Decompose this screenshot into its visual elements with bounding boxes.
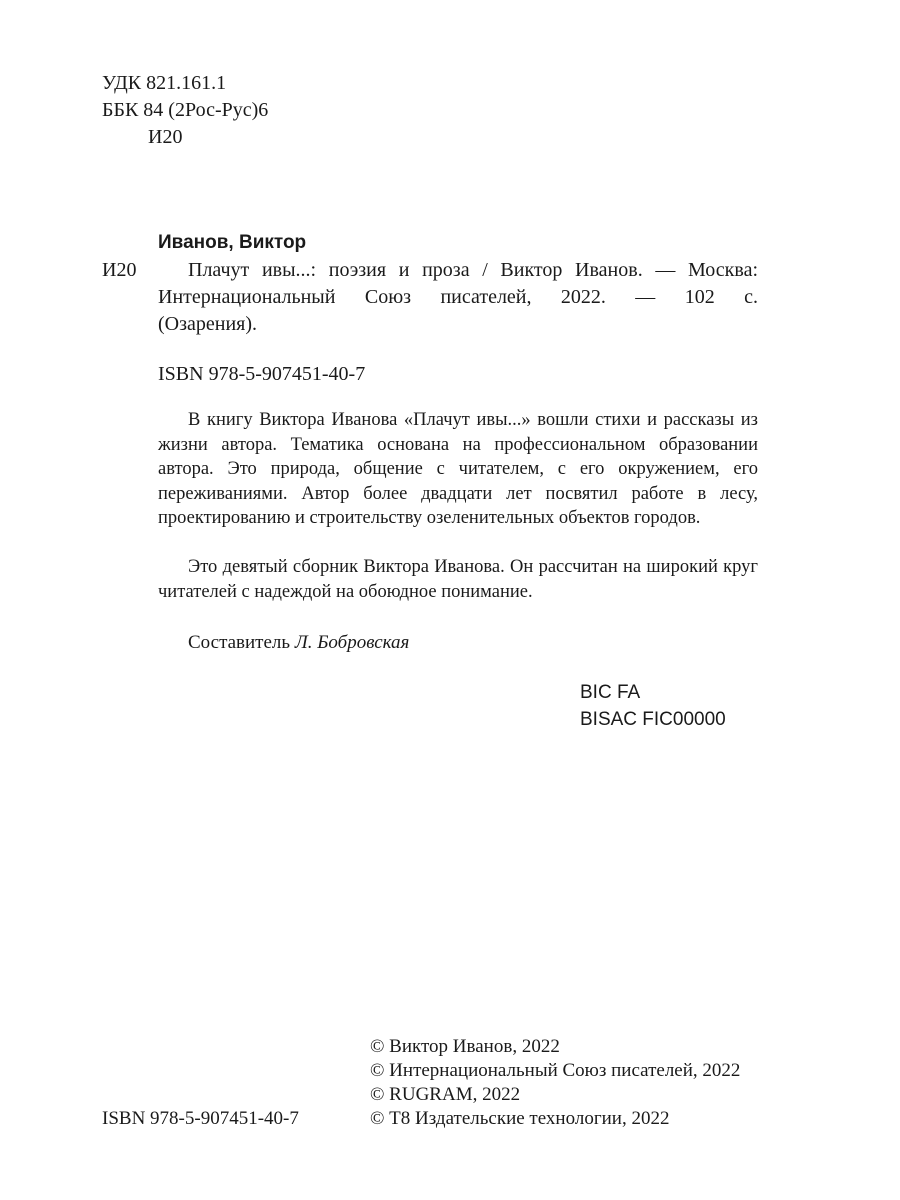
bisac-code: BISAC FIC00000 bbox=[580, 709, 726, 730]
entry-heading: Иванов, Виктор bbox=[158, 232, 307, 253]
bottom-isbn: ISBN 978-5-907451-40-7 bbox=[102, 1108, 299, 1129]
udk-code: УДК 821.161.1 bbox=[102, 72, 227, 94]
bib-line-1: Плачут ивы...: поэзия и проза / Виктор Иванов. — Москва: bbox=[188, 259, 758, 281]
copyright-line: © Интернациональный Союз писателей, 2022 bbox=[370, 1060, 741, 1081]
author-mark: И20 bbox=[148, 126, 183, 148]
entry-isbn: ISBN 978-5-907451-40-7 bbox=[158, 363, 366, 385]
copyright-line: © RUGRAM, 2022 bbox=[370, 1084, 521, 1105]
bbk-code: ББК 84 (2Рос-Рус)6 bbox=[102, 99, 269, 121]
annotation-paragraph-1: В книгу Виктора Иванова «Плачут ивы...» вошли стихи и рассказы из жизни автора. Тематика основана на профессиональном образовании автора. Это природа, общение с читателем, с его окружением, его переживаниями. Автор более двадцати лет посвятил работе в лесу, проектированию и строительству озеленительных объектов городов. bbox=[158, 410, 758, 528]
compiler-label: Составитель bbox=[188, 632, 291, 653]
bic-code: BIC FA bbox=[580, 682, 641, 703]
compiler-credit bbox=[188, 630, 409, 656]
bib-line-2: Интернациональный Союз писателей, 2022. — 102 с. bbox=[158, 286, 758, 308]
copyright-line: © Виктор Иванов, 2022 bbox=[370, 1036, 560, 1057]
copyright-list bbox=[370, 1035, 790, 1131]
entry-mark: И20 bbox=[102, 259, 137, 281]
compiler-name: Л. Бобровская bbox=[294, 632, 410, 653]
copyright-line: © Т8 Издательские технологии, 2022 bbox=[370, 1108, 670, 1129]
bib-line-3: (Озарения). bbox=[158, 313, 258, 335]
annotation-paragraph-2: Это девятый сборник Виктора Иванова. Он рассчитан на широкий круг читателей с надеждой на обоюдное понимание. bbox=[158, 557, 758, 602]
